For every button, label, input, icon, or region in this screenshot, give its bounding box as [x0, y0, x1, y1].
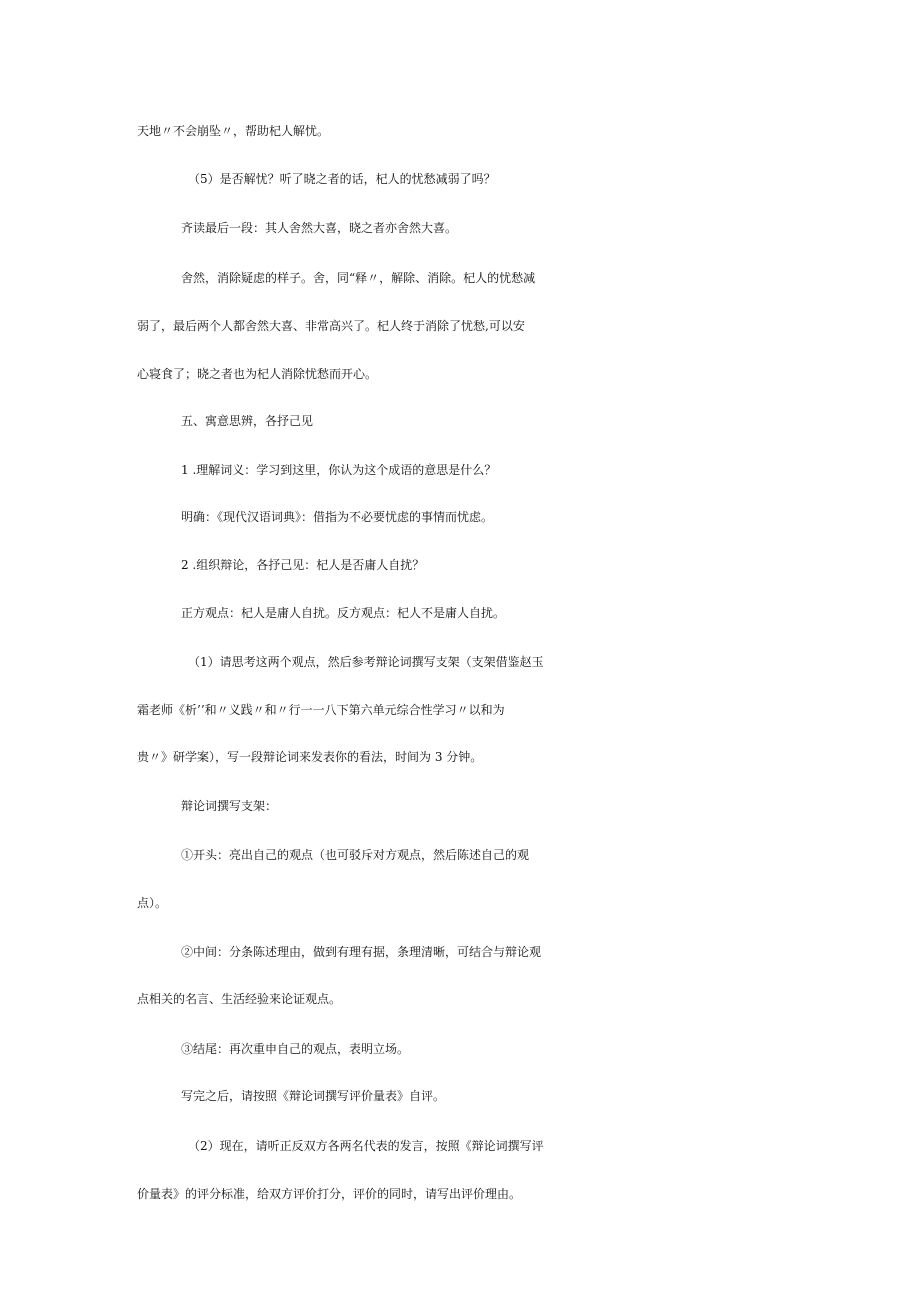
text-line: 价量表》的评分标准，给双方评价打分，评价的同时，请写出评价理由。	[137, 1187, 522, 1201]
text-line: ②中间：分条陈述理由，做到有理有据，条理清晰，可结合与辩论观	[181, 945, 542, 959]
text-line: （2）现在，请听正反双方各两名代表的发言，按照《辩论词撰写评	[188, 1139, 544, 1153]
text-line: ①开头：亮出自己的观点（也可驳斥对方观点，然后陈述自己的观	[181, 848, 530, 862]
text-line: 2 .组织辩论，各抒己见：杞人是否庸人自扰？	[181, 558, 425, 572]
text-line: 点相关的名言、生活经验来论证观点。	[137, 992, 342, 1006]
text-line: （5）是否解忧？听了晓之者的话，杞人的忧愁减弱了吗？	[188, 172, 496, 186]
text-line: 齐读最后一段：其人舍然大喜，晓之者亦舍然大喜。	[181, 221, 458, 235]
text-line: 写完之后，请按照《辩论词撰写评价量表》自评。	[181, 1089, 446, 1103]
text-line: 心寝食了；晓之者也为杞人消除忧愁而开心。	[137, 367, 378, 381]
text-line: 明确：《现代汉语词典》：借指为不必要忧虑的事情而忧虑。	[181, 510, 494, 524]
text-line: 点）。	[137, 896, 168, 910]
text-line: 霜老师《析’’和〃义践〃和〃行一一八下第六单元综合性学习〃以和为	[137, 703, 505, 717]
text-line: ③结尾：再次重申自己的观点，表明立场。	[181, 1042, 410, 1056]
text-line: 1 .理解词义：学习到这里，你认为这个成语的意思是什么？	[181, 463, 497, 477]
text-line: 贵〃》研学案），写一段辩论词来发表你的看法，时间为 3 分钟。	[137, 750, 483, 764]
section-heading: 五、寓意思辨，各抒己见	[181, 414, 314, 428]
text-line: 舍然，消除疑虑的样子。舍，同“释〃，解除、消除。杞人的忧愁减	[181, 271, 536, 285]
text-line: 正方观点：杞人是庸人自扰。反方观点：杞人不是庸人自扰。	[181, 606, 506, 620]
text-line: （1）请思考这两个观点，然后参考辩论词撰写支架（支架借鉴赵玉	[188, 655, 544, 669]
text-line: 天地〃不会崩坠〃，帮助杞人解忧。	[137, 124, 330, 138]
text-line: 弱了，最后两个人都舍然大喜、非常高兴了。杞人终于消除了忧愁,可以安	[137, 319, 525, 333]
text-line: 辩论词撰写支架：	[181, 799, 278, 813]
